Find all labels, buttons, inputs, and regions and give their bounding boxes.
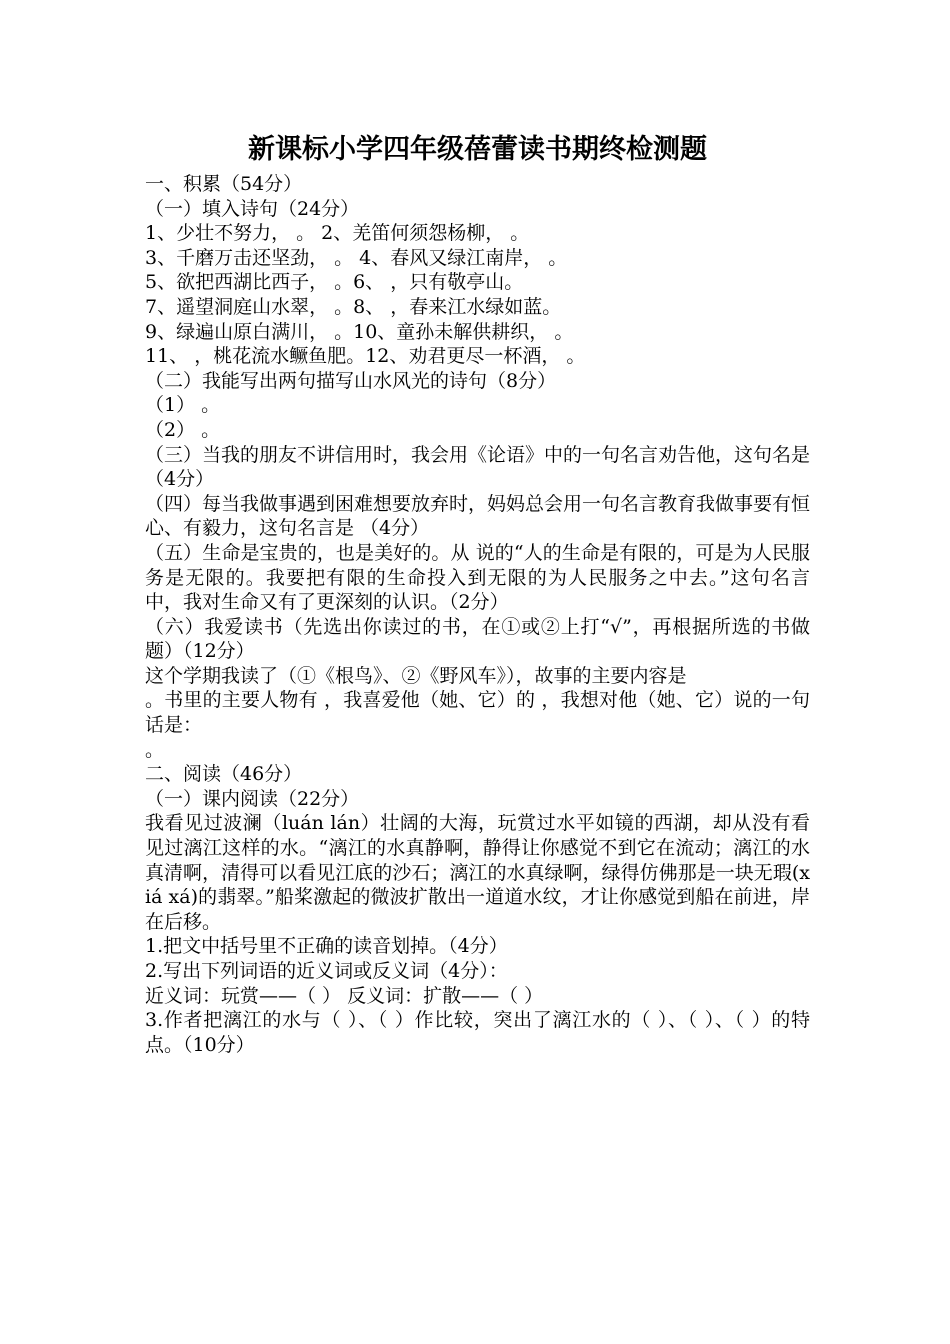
section-heading: 二、阅读（46分） <box>145 763 303 786</box>
poem-fill-line: 5、欲把西湖比西子， 。6、 ，只有敬亭山。 <box>145 271 524 294</box>
question-paragraph: 。书里的主要人物有 ，我喜爱他（她、它）的 ，我想对他（她、它）说的一句话是： <box>145 689 810 737</box>
poem-fill-line: 3、千磨万击还坚劲， 。 4、春风又绿江南岸， 。 <box>145 246 568 269</box>
reading-question: 2.写出下列词语的近义词或反义词（4分）： <box>145 960 508 982</box>
poem-fill-line: 7、遥望洞庭山水翠， 。8、 ，春来江水绿如蓝。 <box>145 295 562 318</box>
reading-question: 3.作者把漓江的水与（ ）、（ ）作比较，突出了漓江水的（ ）、（ ）、（ ）的特点。（10分） <box>145 1009 810 1056</box>
answer-line: （1） 。 <box>145 394 221 417</box>
document-title: 新课标小学四年级蓓蕾读书期终检测题 <box>248 134 707 165</box>
answer-line: 。 <box>145 738 165 761</box>
reading-question: 1.把文中括号里不正确的读音划掉。（4分） <box>145 935 508 958</box>
subsection-heading: （一）课内阅读（22分） <box>145 787 360 810</box>
answer-line: （2） 。 <box>145 418 221 441</box>
subsection-heading: （二）我能写出两句描写山水风光的诗句（8分） <box>145 369 557 392</box>
section-heading: 一、积累（54分） <box>145 173 303 195</box>
reading-passage: 我看见过波澜（luán lán）壮阔的大海，玩赏过水平如镜的西湖，却从没有看见过漓江这样的水。“漓江的水真静啊，静得让你感觉不到它在流动；漓江的水真清啊，清得可以看见江底的沙石；漓江的水真绿啊，绿得仿佛那是一块无瑕(xiá xá)的翡翠。”船桨激起的微波扩散出一道道水纹，才让你感觉到船在前进，岸在后移。 <box>145 812 810 933</box>
question-paragraph: （三）当我的朋友不讲信用时，我会用《论语》中的一句名言劝告他，这句名是 <box>145 443 811 466</box>
question-paragraph: （五）生命是宝贵的，也是美好的。从 说的“人的生命是有限的，可是为人民服务是无限的。我要把有限的生命投入到无限的为人民服务之中去。”这句名言中，我对生命又有了更深刻的认识。（2分） <box>145 541 810 614</box>
question-score: （4分） <box>145 468 215 491</box>
poem-fill-line: 11、 ，桃花流水鳜鱼肥。12、劝君更尽一杯酒， 。 <box>145 345 586 368</box>
question-paragraph: （六）我爱读书（先选出你读过的书，在①或②上打“√”，再根据所选的书做题）（12分） <box>145 615 810 663</box>
poem-fill-line: 9、绿遍山原白满川， 。10、童孙未解供耕织， 。 <box>145 320 574 343</box>
poem-fill-line: 1、少壮不努力， 。 2、羌笛何须怨杨柳， 。 <box>145 222 530 245</box>
subsection-heading: （一）填入诗句（24分） <box>145 197 360 220</box>
question-paragraph: 这个学期我读了（①《根鸟》、②《野风车》），故事的主要内容是 <box>145 664 687 687</box>
exam-page <box>145 128 810 1057</box>
question-paragraph: （四）每当我做事遇到困难想要放弃时，妈妈总会用一句名言教育我做事要有恒心、有毅力，这句名言是 （4分） <box>145 492 811 540</box>
reading-question: 近义词：玩赏——（ ） 反义词：扩散——（ ） <box>145 984 544 1007</box>
